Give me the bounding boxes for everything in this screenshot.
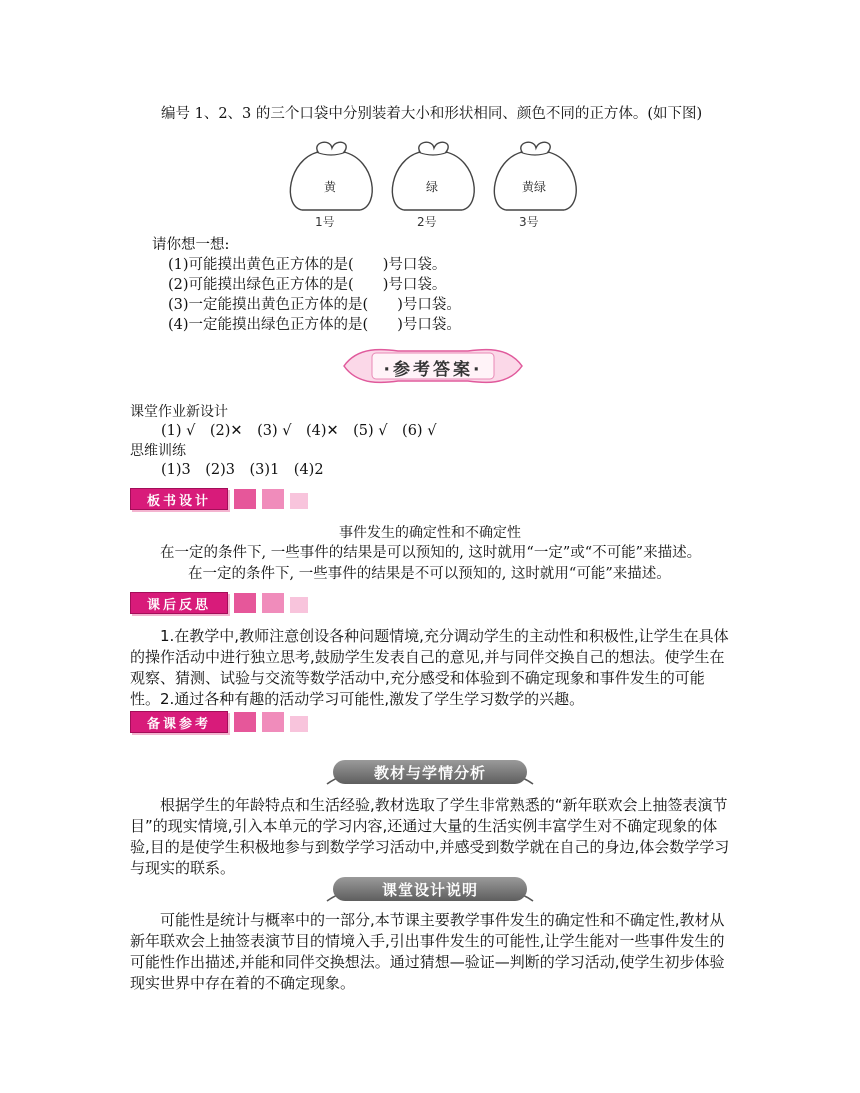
- reflection-label: 课后反思: [130, 592, 228, 614]
- bag-1-label: 黄: [324, 180, 337, 194]
- banner-square-icon: [234, 712, 256, 732]
- bags-illustration: [280, 130, 580, 234]
- answer-banner-label: ·参考答案·: [383, 360, 483, 380]
- answers-section1-title: 课堂作业新设计: [130, 404, 228, 420]
- analysis-paragraph: 根据学生的年龄特点和生活经验,教材选取了学生非常熟悉的“新年联欢会上抽签表演节目”的现实情境,引入本单元的学习内容,还通过大量的生活实例丰富学生对不确定现象的体验,目的是使学生积极地参与到数学学习活动中,并感受到数学就在自己的身边,体会数学学习与现实的联系。: [130, 796, 730, 877]
- answers-section2-title: 思维训练: [130, 443, 186, 459]
- analysis-heading-label: 教材与学情分析: [333, 760, 527, 784]
- banner-square-icon: [262, 593, 284, 613]
- banner-square-icon: [234, 593, 256, 613]
- answers-section2-items: (1)3 (2)3 (3)1 (4)2: [161, 462, 324, 478]
- intro-text: 编号 1、2、3 的三个口袋中分别装着大小和形状相同、颜色不同的正方体。(如下图): [161, 106, 703, 122]
- banner-square-icon: [290, 597, 308, 613]
- bag-1-icon: [290, 142, 372, 210]
- board-design-label: 板书设计: [130, 488, 228, 510]
- question-1: (1)可能摸出黄色正方体的是( )号口袋。: [168, 257, 447, 273]
- banner-square-icon: [234, 489, 256, 509]
- reflection-paragraph-1: 1.在教学中,教师注意创设各种问题情境,充分调动学生的主动性和积极性,让学生在具体的操作活动中进行独立思考,鼓励学生发表自己的意见,并与同伴交换自己的想法。使学生在观察、猜测、试验与交流等数学活动中,充分感受和体验到不确定现象和事件发生的可能性。: [130, 627, 729, 708]
- question-2: (2)可能摸出绿色正方体的是( )号口袋。: [168, 277, 447, 293]
- bag-2-number: 2号: [417, 215, 437, 229]
- bag-2-icon: [392, 142, 474, 210]
- board-design-banner: [130, 488, 308, 510]
- answer-banner: [338, 341, 528, 391]
- answers-section1-items: (1) √ (2)✕ (3) √ (4)✕ (5) √ (6) √: [161, 423, 437, 439]
- bag-3-icon: [494, 142, 576, 210]
- bag-1-number: 1号: [315, 215, 335, 229]
- prep-reference-banner: [130, 711, 308, 733]
- think-prompt: 请你想一想:: [152, 237, 230, 253]
- bag-3-number: 3号: [519, 215, 539, 229]
- board-line-2: 在一定的条件下, 一些事件的结果是不可以预知的, 这时就用“可能”来描述。: [188, 566, 671, 582]
- reflection-banner: [130, 592, 308, 614]
- bag-3-label: 黄绿: [522, 180, 547, 194]
- design-paragraph: 可能性是统计与概率中的一部分,本节课主要教学事件发生的确定性和不确定性,教材从新年联欢会上抽签表演节目的情境入手,引出事件发生的可能性,让学生能对一些事件发生的可能性作出描述,并能和同伴交换想法。通过猜想—验证—判断的学习活动,使学生初步体验现实世界中存在着的不确定现象。: [130, 911, 725, 992]
- question-4: (4)一定能摸出绿色正方体的是( )号口袋。: [168, 317, 461, 333]
- banner-square-icon: [262, 489, 284, 509]
- analysis-heading: [325, 754, 535, 788]
- board-title: 事件发生的确定性和不确定性: [339, 525, 521, 541]
- design-heading-label: 课堂设计说明: [333, 877, 527, 901]
- design-heading: [325, 871, 535, 905]
- banner-square-icon: [262, 712, 284, 732]
- board-line-1: 在一定的条件下, 一些事件的结果是可以预知的, 这时就用“一定”或“不可能”来描述。: [160, 545, 702, 561]
- reflection-paragraph-2: 2.通过各种有趣的活动学习可能性,激发了学生学习数学的兴趣。: [160, 690, 585, 708]
- question-3: (3)一定能摸出黄色正方体的是( )号口袋。: [168, 297, 461, 313]
- banner-square-icon: [290, 716, 308, 732]
- banner-square-icon: [290, 493, 308, 509]
- bag-2-label: 绿: [426, 180, 439, 194]
- prep-reference-label: 备课参考: [130, 711, 228, 733]
